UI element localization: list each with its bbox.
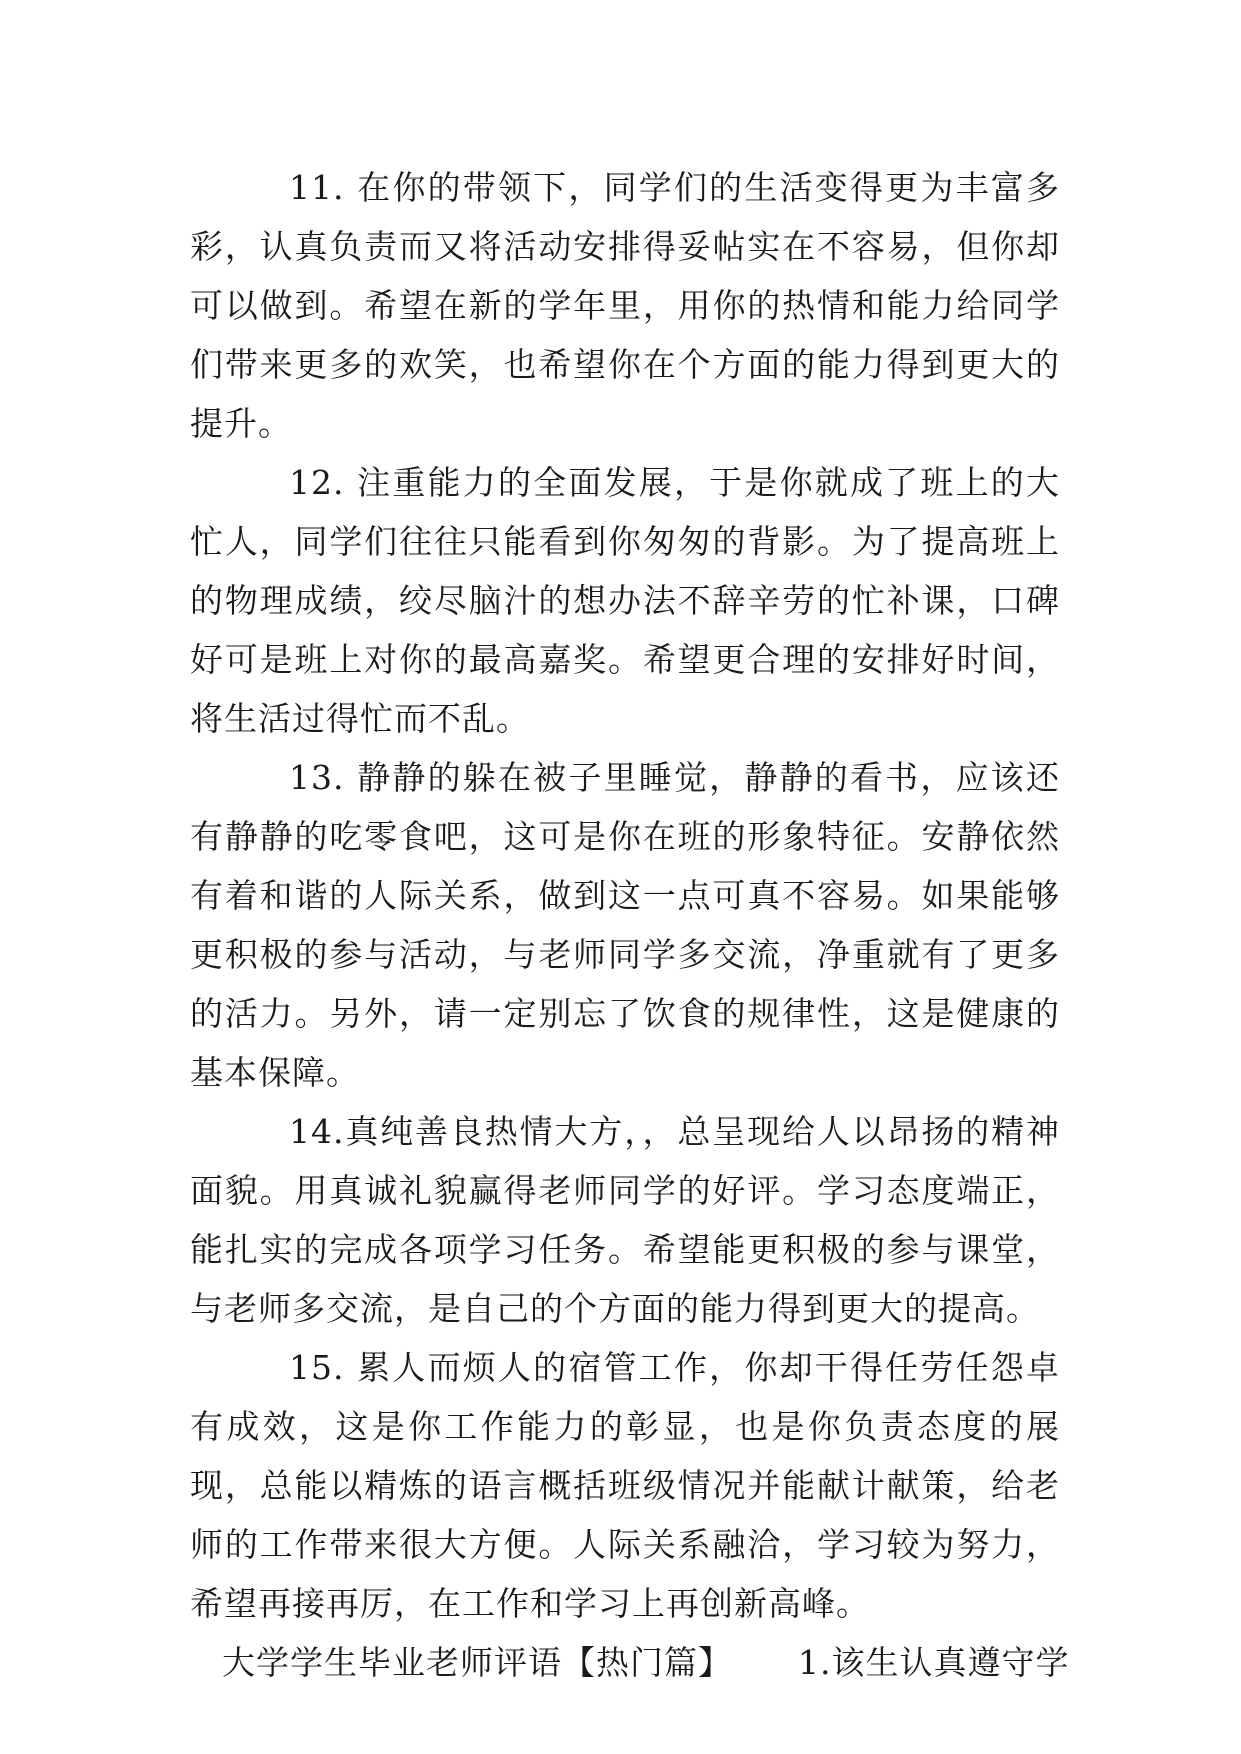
document-body — [190, 158, 1070, 1692]
paragraph-12: 12. 注重能力的全面发展，于是你就成了班上的大忙人，同学们往往只能看到你匆匆的背影。为了提高班上的物理成绩，绞尽脑汁的想办法不辞辛劳的忙补课，口碑好可是班上对你的最高嘉奖。希望更合理的安排好时间，将生活过得忙而不乱。 — [190, 463, 1060, 738]
section-heading-line — [190, 1633, 1070, 1692]
section-first-item: 1.该生认真遵守学 — [798, 1643, 1070, 1682]
paragraph-11: 11. 在你的带领下，同学们的生活变得更为丰富多彩，认真负责而又将活动安排得妥帖实在不容易，但你却可以做到。希望在新的学年里，用你的热情和能力给同学们带来更多的欢笑，也希望你在个方面的能力得到更大的提升。 — [190, 168, 1060, 443]
paragraph-14: 14.真纯善良热情大方，，总呈现给人以昂扬的精神面貌。用真诚礼貌赢得老师同学的好评。学习态度端正，能扎实的完成各项学习任务。希望能更积极的参与课堂，与老师多交流，是自己的个方面的能力得到更大的提高。 — [190, 1112, 1060, 1328]
paragraph-13: 13. 静静的躲在被子里睡觉，静静的看书，应该还有静静的吃零食吧，这可是你在班的形象特征。安静依然有着和谐的人际关系，做到这一点可真不容易。如果能够更积极的参与活动，与老师同学多交流，净重就有了更多的活力。另外，请一定别忘了饮食的规律性，这是健康的基本保障。 — [190, 758, 1060, 1092]
paragraph-15: 15. 累人而烦人的宿管工作，你却干得任劳任怨卓有成效，这是你工作能力的彰显，也是你负责态度的展现，总能以精炼的语言概括班级情况并能献计献策，给老师的工作带来很大方便。人际关系融洽，学习较为努力，希望再接再厉，在工作和学习上再创新高峰。 — [190, 1348, 1060, 1623]
section-heading: 大学学生毕业老师评语【热门篇】 — [222, 1643, 732, 1682]
